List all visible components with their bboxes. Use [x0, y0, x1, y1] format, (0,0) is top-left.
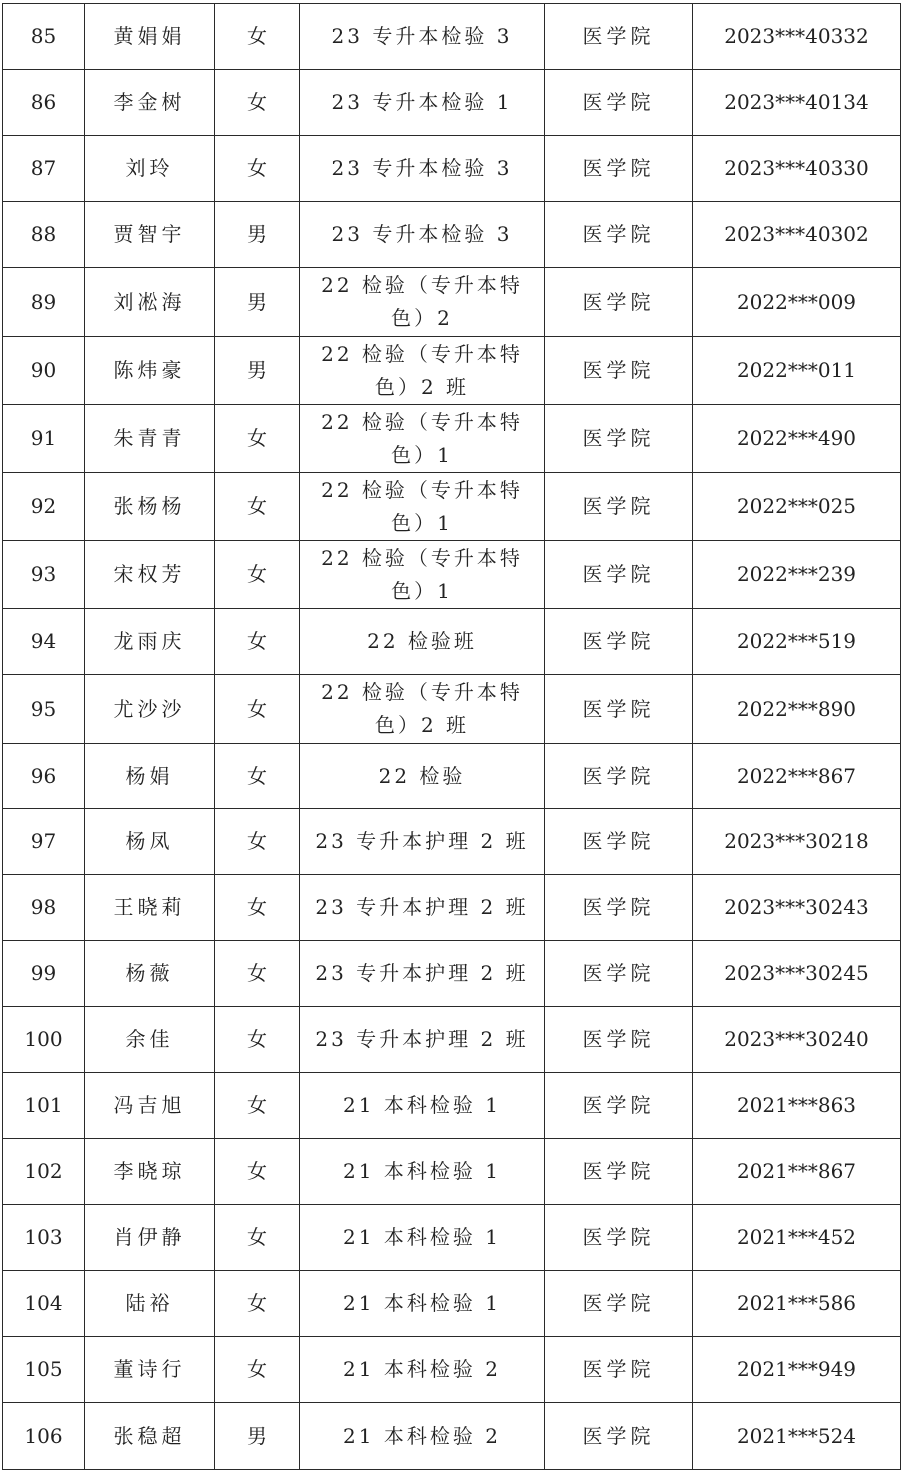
student-college: 医学院: [545, 1205, 693, 1271]
student-id: 2021***586: [693, 1271, 901, 1337]
student-class-cell: [300, 1337, 545, 1403]
student-class: 21 本科检验 1: [343, 1093, 501, 1117]
student-class-cell: [300, 1139, 545, 1205]
student-gender: 女: [215, 1205, 300, 1271]
student-class: 21 本科检验 1: [343, 1225, 501, 1249]
student-name: 王晓莉: [85, 875, 215, 941]
student-name: 余佳: [85, 1007, 215, 1073]
student-gender: 女: [215, 609, 300, 675]
student-gender: 女: [215, 405, 300, 473]
student-college: 医学院: [545, 1073, 693, 1139]
student-class: 22 检验（专升本特色）2 班: [321, 341, 523, 399]
row-number: 101: [3, 1073, 85, 1139]
student-id: 2023***30245: [693, 941, 901, 1007]
table-row: [3, 809, 901, 875]
student-id: 2022***890: [693, 675, 901, 744]
student-class: 23 专升本检验 1: [331, 90, 513, 114]
table-row: [3, 1337, 901, 1403]
student-name: 陆裕: [85, 1271, 215, 1337]
student-name: 肖伊静: [85, 1205, 215, 1271]
row-number: 98: [3, 875, 85, 941]
student-class-cell: [300, 675, 545, 744]
student-gender: 女: [215, 541, 300, 609]
student-name: 杨娟: [85, 744, 215, 809]
student-name: 刘玲: [85, 136, 215, 202]
student-name: 尤沙沙: [85, 675, 215, 744]
student-class-cell: [300, 4, 545, 70]
table-row: [3, 405, 901, 473]
row-number: 89: [3, 268, 85, 337]
table-row: [3, 4, 901, 70]
student-class: 22 检验（专升本特色）1: [321, 409, 523, 467]
row-number: 94: [3, 609, 85, 675]
student-id: 2023***40302: [693, 202, 901, 268]
student-id: 2021***867: [693, 1139, 901, 1205]
student-class: 22 检验: [378, 763, 466, 788]
table-row: [3, 941, 901, 1007]
student-class: 21 本科检验 1: [343, 1291, 501, 1315]
row-number: 103: [3, 1205, 85, 1271]
row-number: 96: [3, 744, 85, 809]
row-number: 85: [3, 4, 85, 70]
student-id: 2021***863: [693, 1073, 901, 1139]
student-id: 2023***30243: [693, 875, 901, 941]
table-row: [3, 268, 901, 337]
student-college: 医学院: [545, 541, 693, 609]
student-class: 23 专升本护理 2 班: [315, 961, 529, 985]
student-class: 23 专升本护理 2 班: [315, 895, 529, 919]
student-name: 龙雨庆: [85, 609, 215, 675]
student-id: 2022***867: [693, 744, 901, 809]
student-id: 2022***490: [693, 405, 901, 473]
row-number: 91: [3, 405, 85, 473]
table-row: [3, 875, 901, 941]
student-gender: 男: [215, 337, 300, 405]
student-gender: 女: [215, 473, 300, 541]
student-gender: 女: [215, 941, 300, 1007]
row-number: 92: [3, 473, 85, 541]
student-gender: 女: [215, 1073, 300, 1139]
student-gender: 男: [215, 268, 300, 337]
student-college: 医学院: [545, 875, 693, 941]
row-number: 106: [3, 1403, 85, 1470]
student-gender: 男: [215, 202, 300, 268]
student-id: 2021***452: [693, 1205, 901, 1271]
student-id: 2022***239: [693, 541, 901, 609]
student-class-cell: [300, 473, 545, 541]
student-college: 医学院: [545, 1337, 693, 1403]
student-name: 宋权芳: [85, 541, 215, 609]
student-id: 2023***40330: [693, 136, 901, 202]
student-gender: 男: [215, 1403, 300, 1470]
student-class-cell: [300, 202, 545, 268]
student-id: 2023***40332: [693, 4, 901, 70]
row-number: 105: [3, 1337, 85, 1403]
table-row: [3, 136, 901, 202]
student-id: 2022***519: [693, 609, 901, 675]
student-class: 23 专升本护理 2 班: [315, 1027, 529, 1051]
student-gender: 女: [215, 4, 300, 70]
student-college: 医学院: [545, 202, 693, 268]
student-name: 朱青青: [85, 405, 215, 473]
student-class-cell: [300, 875, 545, 941]
student-roster-table: [2, 3, 901, 1470]
student-name: 刘凇海: [85, 268, 215, 337]
student-class-cell: [300, 941, 545, 1007]
student-class: 22 检验（专升本特色）1: [321, 477, 523, 535]
student-class-cell: [300, 744, 545, 809]
roster-body: [3, 4, 901, 1470]
student-name: 陈炜豪: [85, 337, 215, 405]
table-row: [3, 675, 901, 744]
table-row: [3, 1205, 901, 1271]
student-name: 贾智宇: [85, 202, 215, 268]
student-college: 医学院: [545, 1139, 693, 1205]
student-name: 李金树: [85, 70, 215, 136]
row-number: 86: [3, 70, 85, 136]
student-id: 2023***30218: [693, 809, 901, 875]
student-gender: 女: [215, 70, 300, 136]
student-id: 2023***30240: [693, 1007, 901, 1073]
student-id: 2021***949: [693, 1337, 901, 1403]
student-id: 2022***009: [693, 268, 901, 337]
student-id: 2021***524: [693, 1403, 901, 1470]
student-college: 医学院: [545, 337, 693, 405]
row-number: 87: [3, 136, 85, 202]
student-gender: 女: [215, 136, 300, 202]
student-college: 医学院: [545, 744, 693, 809]
student-class: 23 专升本护理 2 班: [315, 829, 529, 853]
student-name: 杨凤: [85, 809, 215, 875]
table-row: [3, 337, 901, 405]
student-class-cell: [300, 541, 545, 609]
student-id: 2022***025: [693, 473, 901, 541]
student-class: 22 检验（专升本特色）2 班: [321, 680, 523, 737]
table-row: [3, 541, 901, 609]
student-class-cell: [300, 337, 545, 405]
student-class-cell: [300, 609, 545, 675]
student-gender: 女: [215, 744, 300, 809]
table-row: [3, 1139, 901, 1205]
student-college: 医学院: [545, 1007, 693, 1073]
student-college: 医学院: [545, 268, 693, 337]
student-gender: 女: [215, 875, 300, 941]
row-number: 100: [3, 1007, 85, 1073]
student-college: 医学院: [545, 675, 693, 744]
student-gender: 女: [215, 1139, 300, 1205]
student-class-cell: [300, 136, 545, 202]
student-college: 医学院: [545, 70, 693, 136]
student-class: 23 专升本检验 3: [331, 156, 513, 180]
student-class: 22 检验（专升本特色）1: [321, 545, 523, 603]
student-class-cell: [300, 1205, 545, 1271]
student-class-cell: [300, 70, 545, 136]
student-name: 董诗行: [85, 1337, 215, 1403]
student-class: 21 本科检验 2: [343, 1357, 501, 1381]
row-number: 99: [3, 941, 85, 1007]
student-class: 23 专升本检验 3: [331, 24, 513, 48]
row-number: 104: [3, 1271, 85, 1337]
student-class-cell: [300, 268, 545, 337]
student-class: 22 检验班: [367, 629, 477, 653]
student-gender: 女: [215, 675, 300, 744]
student-class-cell: [300, 809, 545, 875]
student-gender: 女: [215, 1007, 300, 1073]
student-college: 医学院: [545, 1403, 693, 1470]
table-row: [3, 70, 901, 136]
student-college: 医学院: [545, 4, 693, 70]
student-college: 医学院: [545, 941, 693, 1007]
student-name: 张杨杨: [85, 473, 215, 541]
student-class-cell: [300, 1403, 545, 1470]
student-college: 医学院: [545, 473, 693, 541]
student-gender: 女: [215, 809, 300, 875]
table-row: [3, 1271, 901, 1337]
student-id: 2022***011: [693, 337, 901, 405]
student-class-cell: [300, 1271, 545, 1337]
table-row: [3, 473, 901, 541]
row-number: 93: [3, 541, 85, 609]
row-number: 102: [3, 1139, 85, 1205]
student-class: 21 本科检验 1: [343, 1159, 501, 1183]
student-class: 21 本科检验 2: [343, 1423, 501, 1448]
student-class: 22 检验（专升本特色）2: [321, 273, 523, 330]
student-class-cell: [300, 1073, 545, 1139]
student-name: 张稳超: [85, 1403, 215, 1470]
student-college: 医学院: [545, 609, 693, 675]
row-number: 95: [3, 675, 85, 744]
student-gender: 女: [215, 1271, 300, 1337]
student-id: 2023***40134: [693, 70, 901, 136]
table-row: [3, 609, 901, 675]
row-number: 88: [3, 202, 85, 268]
student-name: 黄娟娟: [85, 4, 215, 70]
row-number: 90: [3, 337, 85, 405]
table-row: [3, 202, 901, 268]
student-college: 医学院: [545, 809, 693, 875]
student-name: 李晓琼: [85, 1139, 215, 1205]
student-class-cell: [300, 1007, 545, 1073]
table-row: [3, 1403, 901, 1470]
table-row: [3, 744, 901, 809]
student-class-cell: [300, 405, 545, 473]
table-row: [3, 1073, 901, 1139]
row-number: 97: [3, 809, 85, 875]
table-row: [3, 1007, 901, 1073]
student-college: 医学院: [545, 405, 693, 473]
student-college: 医学院: [545, 1271, 693, 1337]
student-gender: 女: [215, 1337, 300, 1403]
student-college: 医学院: [545, 136, 693, 202]
student-class: 23 专升本检验 3: [331, 222, 513, 246]
student-name: 冯吉旭: [85, 1073, 215, 1139]
student-name: 杨薇: [85, 941, 215, 1007]
